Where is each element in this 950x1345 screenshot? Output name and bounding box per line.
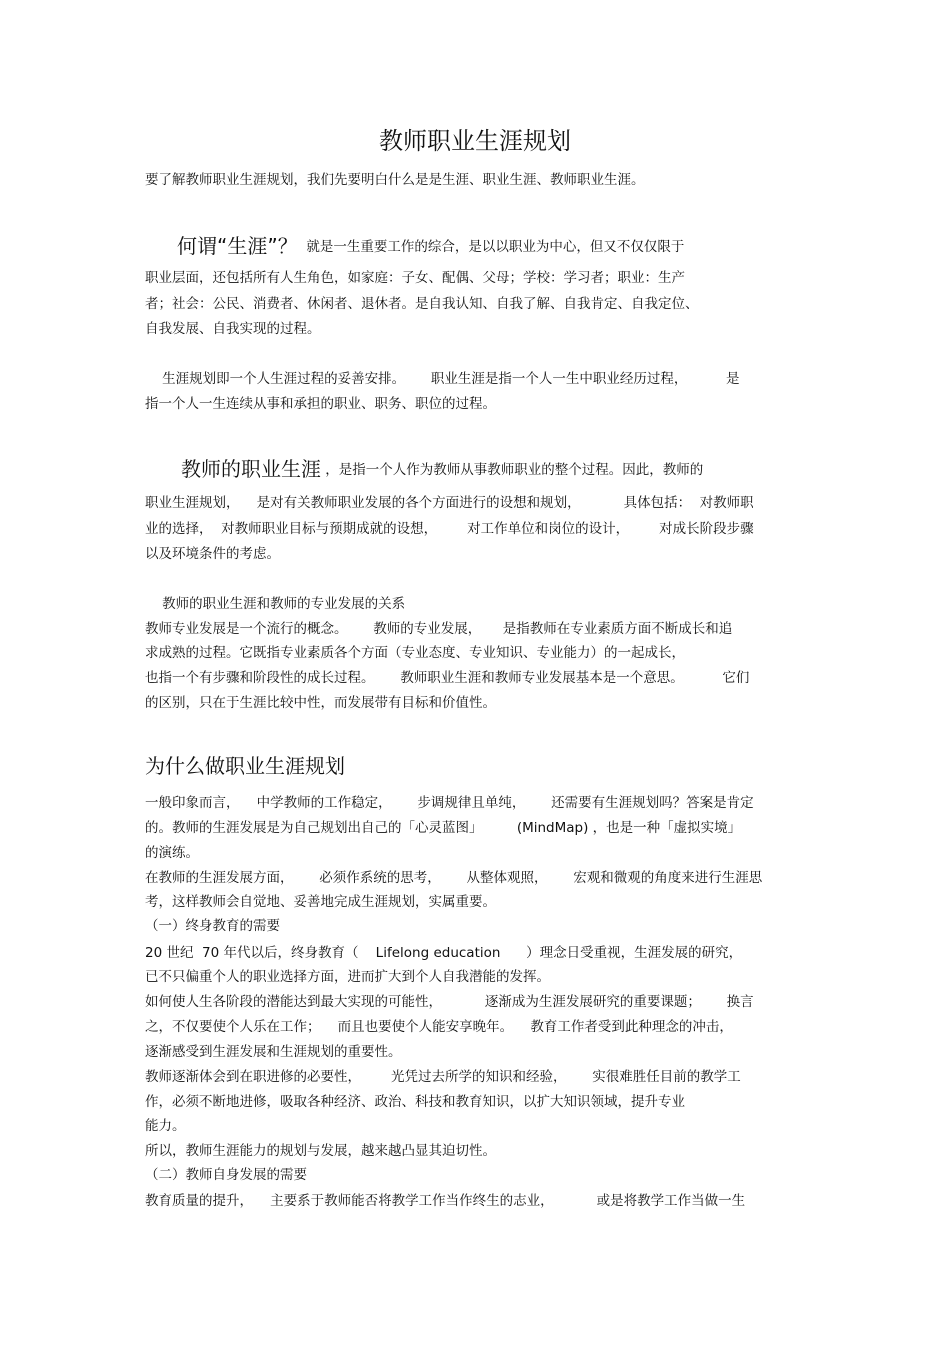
career-definition-line (177, 233, 684, 260)
paragraph-line: 生涯规划即一个人生涯过程的妥善安排。 职业生涯是指一个人一生中职业经历过程， 是 (145, 371, 740, 387)
subheading-line: （二）教师自身发展的需要 (145, 1167, 307, 1183)
paragraph-line: 职业层面，还包括所有人生角色，如家庭：子女、配偶、父母；学校：学习者；职业：生产 (145, 270, 685, 286)
paragraph-line: 能力。 (145, 1118, 186, 1134)
paragraph-line: 也指一个有步骤和阶段性的成长过程。 教师职业生涯和教师专业发展基本是一个意思。 它们 (145, 670, 750, 686)
paragraph-line: 考，这样教师会自觉地、妥善地完成生涯规划，实属重要。 (145, 894, 496, 910)
paragraph-line: 一般印象而言， 中学教师的工作稳定， 步调规律且单纯， 还需要有生涯规划吗？答案是肯定 (145, 795, 754, 811)
paragraph-line: 逐渐感受到生涯发展和生涯规划的重要性。 (145, 1044, 402, 1060)
paragraph-line: 自我发展、自我实现的过程。 (145, 321, 321, 337)
section-heading: 为什么做职业生涯规划 (145, 754, 345, 778)
teacher-career-text: ，是指一个人作为教师从事教师职业的整个过程。因此，教师的 (325, 462, 704, 478)
paragraph-line: 的演练。 (145, 845, 199, 861)
paragraph-line: 作，必须不断地进修，吸取各种经济、政治、科技和教育知识，以扩大知识领域，提升专业 (145, 1094, 685, 1110)
paragraph-line: 职业生涯规划， 是对有关教师职业发展的各个方面进行的设想和规划， 具体包括： 对教师职 (145, 495, 754, 511)
paragraph-line: 所以，教师生涯能力的规划与发展，越来越凸显其迫切性。 (145, 1143, 496, 1159)
paragraph-line: 如何使人生各阶段的潜能达到最大实现的可能性， 逐渐成为生涯发展研究的重要课题； 换言 (145, 994, 754, 1010)
paragraph-line: 已不只偏重个人的职业选择方面，进而扩大到个人自我潜能的发挥。 (145, 969, 550, 985)
paragraph-line: 教师专业发展是一个流行的概念。 教师的专业发展， 是指教师在专业素质方面不断成长和追 (145, 621, 733, 637)
paragraph-line: 者；社会：公民、消费者、休闲者、退休者。是自我认知、自我了解、自我肯定、自我定位、 (145, 296, 699, 312)
teacher-career-heading: 教师的职业生涯 (181, 457, 321, 481)
teacher-career-line (181, 456, 703, 483)
paragraph-line: 的。教师的生涯发展是为自己规划出自己的「心灵蓝图」 (MindMap) ，也是一种「虚拟实境」 (145, 820, 742, 836)
paragraph-line: 指一个人一生连续从事和承担的职业、职务、职位的过程。 (145, 396, 496, 412)
paragraph-line: 教师逐渐体会到在职进修的必要性， 光凭过去所学的知识和经验， 实很难胜任目前的教学工 (145, 1069, 741, 1085)
subheading-line: （一）终身教育的需要 (145, 918, 280, 934)
paragraph-line: 以及环境条件的考虑。 (145, 546, 280, 562)
career-heading: 何谓“生涯”？ (177, 234, 298, 258)
paragraph-line: 教育质量的提升， 主要系于教师能否将教学工作当作终生的志业， 或是将教学工作当做一生 (145, 1193, 746, 1209)
intro-line: 要了解教师职业生涯规划，我们先要明白什么是是生涯、职业生涯、教师职业生涯。 (145, 172, 645, 188)
paragraph-line: 20 世纪 70 年代以后，终身教育（ Lifelong education ）理念日受重视，生涯发展的研究， (145, 945, 743, 961)
paragraph-line: 求成熟的过程。它既指专业素质各个方面（专业态度、专业知识、专业能力）的一起成长， (145, 645, 685, 661)
subheading-line: 教师的职业生涯和教师的专业发展的关系 (145, 596, 406, 612)
paragraph-line: 在教师的生涯发展方面， 必须作系统的思考， 从整体观照， 宏观和微观的角度来进行生涯思 (145, 870, 763, 886)
paragraph-line: 业的选择， 对教师职业目标与预期成就的设想， 对工作单位和岗位的设计， 对成长阶段步骤 (145, 521, 754, 537)
paragraph-line: 之，不仅要使个人乐在工作； 而且也要使个人能安享晚年。 教育工作者受到此种理念的冲击， (145, 1019, 733, 1035)
document-title: 教师职业生涯规划 (379, 127, 571, 155)
career-definition-text: 就是一生重要工作的综合，是以以职业为中心，但又不仅仅限于 (306, 239, 685, 255)
paragraph-line: 的区别，只在于生涯比较中性，而发展带有目标和价值性。 (145, 695, 496, 711)
